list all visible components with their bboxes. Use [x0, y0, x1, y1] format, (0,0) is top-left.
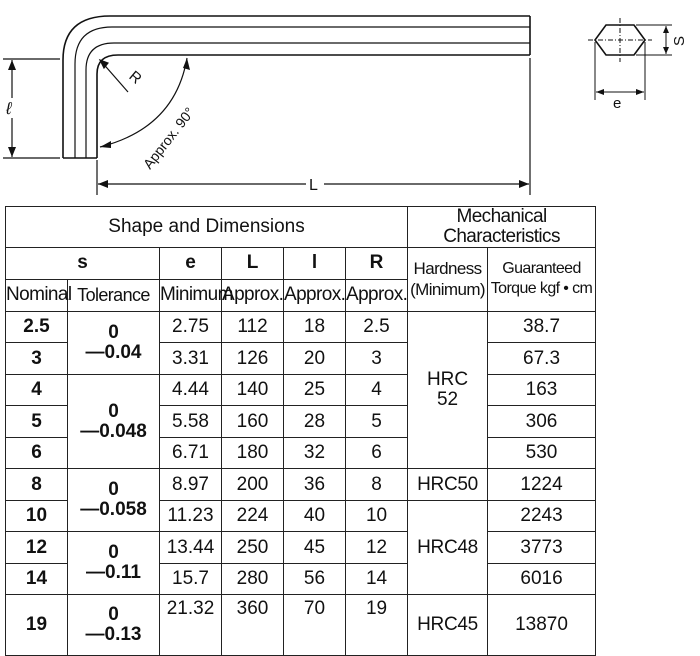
torque-cell: 3773 — [488, 532, 596, 564]
e-cell: 5.58 — [160, 406, 222, 438]
table-row — [6, 469, 596, 501]
tolerance-cell: 0 —0.058 — [68, 469, 160, 532]
l-cell: 25 — [284, 374, 346, 406]
L-cell: 224 — [222, 500, 284, 532]
l-cell: 36 — [284, 469, 346, 501]
torque-cell: 306 — [488, 406, 596, 438]
shape-dimensions-header: Shape and Dimensions — [6, 207, 408, 248]
tolerance-cell: 0 —0.048 — [68, 374, 160, 469]
col-e-header: e — [160, 247, 222, 279]
torque-cell: 163 — [488, 374, 596, 406]
torque-cell: 67.3 — [488, 343, 596, 375]
tolerance-header: Tolerance — [68, 279, 160, 311]
L-cell: 180 — [222, 437, 284, 469]
e-cell: 3.31 — [160, 343, 222, 375]
L-cell: 280 — [222, 563, 284, 595]
e-cell: 15.7 — [160, 563, 222, 595]
approx-L-header: Approx. — [222, 279, 284, 311]
L-cell: 112 — [222, 311, 284, 343]
R-cell: 10 — [346, 500, 408, 532]
col-R-header: R — [346, 247, 408, 279]
L-arrow-right — [519, 180, 529, 188]
table-row — [6, 374, 596, 406]
radius-marker — [100, 60, 128, 92]
torque-header: Guaranteed Torque kgf • cm — [488, 247, 596, 311]
col-l-header: l — [284, 247, 346, 279]
nominal-cell: 14 — [6, 563, 68, 595]
R-cell: 4 — [346, 374, 408, 406]
tolerance-cell: 0 —0.11 — [68, 532, 160, 595]
tolerance-cell: 0 —0.13 — [68, 595, 160, 656]
l-cell: 70 — [284, 595, 346, 656]
l-cell: 56 — [284, 563, 346, 595]
tolerance-cell: 0 —0.04 — [68, 311, 160, 374]
torque-cell: 530 — [488, 437, 596, 469]
R-cell: 5 — [346, 406, 408, 438]
table-row — [6, 311, 596, 343]
R-cell: 14 — [346, 563, 408, 595]
hardness-cell: HRC48 — [408, 500, 488, 595]
e-cell: 4.44 — [160, 374, 222, 406]
minimum-header: Minimum — [160, 279, 222, 311]
L-cell: 126 — [222, 343, 284, 375]
angle-arrow-top — [183, 58, 190, 70]
L-cell: 250 — [222, 532, 284, 564]
hex-key-drawing — [0, 0, 700, 205]
col-s-header: s — [6, 247, 160, 279]
l-arrow-top — [8, 60, 16, 70]
L-arrow-left — [98, 180, 108, 188]
e-cell: 6.71 — [160, 437, 222, 469]
hardness-header: Hardness (Minimum) — [408, 247, 488, 311]
mechanical-header: Mechanical Characteristics — [408, 207, 596, 248]
R-cell: 19 — [346, 595, 408, 656]
l-cell: 32 — [284, 437, 346, 469]
torque-cell: 6016 — [488, 563, 596, 595]
nominal-cell: 3 — [6, 343, 68, 375]
l-arrow-bottom — [8, 147, 16, 157]
hex-section — [588, 18, 672, 100]
R-cell: 2.5 — [346, 311, 408, 343]
e-cell: 13.44 — [160, 532, 222, 564]
L-cell: 200 — [222, 469, 284, 501]
torque-cell: 13870 — [488, 595, 596, 656]
spec-table — [5, 206, 596, 656]
table-row — [6, 532, 596, 564]
L-cell: 160 — [222, 406, 284, 438]
R-cell: 3 — [346, 343, 408, 375]
R-cell: 12 — [346, 532, 408, 564]
angle-label: Approx. 90° — [139, 104, 198, 172]
nominal-cell: 10 — [6, 500, 68, 532]
e-cell: 2.75 — [160, 311, 222, 343]
l-cell: 40 — [284, 500, 346, 532]
torque-cell: 2243 — [488, 500, 596, 532]
L-cell: 140 — [222, 374, 284, 406]
nominal-cell: 8 — [6, 469, 68, 501]
e-label: e — [613, 95, 622, 112]
nominal-header: Nominal — [6, 279, 68, 311]
l-cell: 20 — [284, 343, 346, 375]
angle-arrow-bottom — [100, 141, 111, 148]
radius-label: R — [125, 67, 145, 88]
hardness-cell: HRC45 — [408, 595, 488, 656]
L-cell: 360 — [222, 595, 284, 656]
nominal-cell: 2.5 — [6, 311, 68, 343]
l-cell: 28 — [284, 406, 346, 438]
e-cell: 8.97 — [160, 469, 222, 501]
col-L-header: L — [222, 247, 284, 279]
torque-cell: 38.7 — [488, 311, 596, 343]
l-cell: 18 — [284, 311, 346, 343]
hardness-cell: HRC 52 — [408, 311, 488, 469]
hardness-cell: HRC50 — [408, 469, 488, 501]
e-cell: 21.32 — [160, 595, 222, 656]
R-cell: 8 — [346, 469, 408, 501]
S-label: S — [671, 35, 688, 46]
nominal-cell: 4 — [6, 374, 68, 406]
nominal-cell: 12 — [6, 532, 68, 564]
approx-R-header: Approx. — [346, 279, 408, 311]
approx-l-header: Approx. — [284, 279, 346, 311]
L-label: L — [309, 177, 318, 194]
nominal-cell: 6 — [6, 437, 68, 469]
torque-cell: 1224 — [488, 469, 596, 501]
l-label: ℓ — [6, 99, 12, 118]
e-cell: 11.23 — [160, 500, 222, 532]
nominal-cell: 5 — [6, 406, 68, 438]
table-row — [6, 595, 596, 656]
R-cell: 6 — [346, 437, 408, 469]
nominal-cell: 19 — [6, 595, 68, 656]
l-cell: 45 — [284, 532, 346, 564]
